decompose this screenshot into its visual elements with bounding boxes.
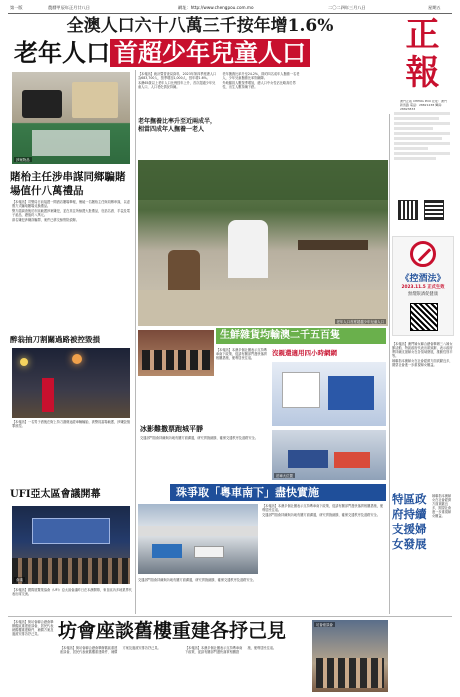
main-headline	[14, 38, 384, 68]
center-article	[216, 348, 268, 422]
product-photo	[272, 362, 386, 426]
buildings-headline[interactable]: 坊會座談舊樓重建各抒己見	[58, 620, 287, 642]
seized-goods-photo	[12, 72, 130, 164]
date: 二〇二四年三月八日	[328, 5, 366, 10]
side-article-2	[432, 494, 454, 628]
main-headline-part2: 首超少年兒童人口	[110, 39, 310, 67]
no-alcohol-icon	[410, 241, 436, 267]
street-night-photo	[12, 348, 130, 418]
main-paragraph: 外地僱員人數按季增加，總人口中女性佔比略高於男性，出生人數持續下跌。	[222, 80, 296, 89]
top-kicker: 全澳人口六十八萬三千按年增1.6%	[66, 16, 334, 36]
guangdong-article-left	[138, 578, 258, 612]
main-paragraph: 本澳65歲以上老年人口比例按年上升，首次超過少年兒童人口，人口老化情況持續。	[138, 80, 216, 89]
masthead-info: 澳門正報 CHENG POU 社址：澳門新馬路 電話：28821238 傳真：28823833	[400, 100, 448, 111]
side-article	[392, 342, 454, 490]
qr-code-web-icon[interactable]	[424, 200, 444, 220]
ufi-caption: 會議	[16, 578, 23, 582]
seized-goods-caption: 涉案物品	[16, 158, 30, 162]
ufi-article	[12, 588, 132, 618]
district-meeting-photo	[312, 620, 388, 692]
center-paragraph: 交通部門指會持續與內地有關方面溝通，研究實施細節，確保交通秩序及道路安全。	[140, 436, 258, 440]
ad-date: 2023.11.5 正式生效	[401, 285, 445, 290]
gambling-paragraph: 兩名嫌犯涉嫌詐騙罪，案件已移交檢察院偵辦。	[12, 217, 79, 222]
gambling-paragraph: 【本報訊】司警局日前接獲一間酒店賭場舉報，懷疑一名賭枱主任與同鄉串謀，以虛假方式騙取賭場兌換禮品。	[12, 200, 130, 209]
buildings-paragraph: 【本報訊】街坊會聯合總會舉辦舊區重建座談會，居民代表就舊樓重建條件、補償方案及過渡安排各抒己見。	[12, 620, 54, 637]
taxi-caption: 泊車大位置	[276, 474, 293, 478]
masthead-details	[394, 112, 450, 202]
newspaper-logo: 正報	[399, 16, 439, 92]
guangdong-paragraph: 交通部門指會持續與內地有關方面溝通，研究實施細節，確保交通秩序及道路安全。	[262, 512, 380, 517]
drunk-paragraph: 【本報訊】一名男子酒後在街上持刀割傷途經車輛輪胎，被警員當場截獲，涉嫌毀損罪被控。	[12, 420, 130, 429]
gambling-article	[12, 200, 132, 318]
guangdong-paragraph: 【本報訊】本澳多個社團表示支持粵車南下政策，促請有關部門盡快落實相關措施，便利居民往返。	[262, 504, 384, 513]
side-paragraph: 婦聯指本澳婦女在社會經濟方面貢獻良多，期望社會進一步重視婦女權益。	[392, 358, 453, 368]
ad-slogan: 無燈限酒促健康	[407, 292, 439, 297]
lunar-date: 農曆甲辰年正月廿八日	[48, 5, 90, 10]
aging-subheadline: 老年撫養比率升至近兩成半，相當四成年人撫養一老人	[138, 118, 217, 133]
masthead	[388, 16, 454, 112]
main-paragraph: 【本報訊】統計暨普查局資料，2023年第四季度總人口為683,700人，按季增加1,000人，按年增1.6%。	[138, 72, 217, 81]
drunk-article	[12, 420, 132, 472]
buildings-paragraph: 【本報訊】街坊會聯合總會舉辦舊區重建座談會，居民代表就舊樓重建條件、補償方案及過渡安排各抒己見。	[60, 646, 161, 655]
gambling-paragraph: 警方經調查後於市區截獲涉案嫌犯，並在其住所檢獲大批禮品，包括名酒、手袋及電子產品，總值約八萬元。	[12, 208, 130, 217]
fresh-food-headline[interactable]: 生鮮雜貨均輸澳二千五百隻	[216, 328, 386, 344]
ad-qr-icon[interactable]	[410, 303, 438, 331]
center-article-2	[140, 436, 268, 476]
trial-headline[interactable]: 沒親還適用四小時網網	[272, 349, 337, 357]
weekday: 星期五	[428, 5, 441, 10]
center-paragraph: 【本報訊】本澳多個社團表示支持粵車南下政策，促請有關部門盡快落實相關措施，便利居民往返。	[216, 348, 267, 361]
main-paragraph: 老年撫養比率升至24.2%，即約四名成年人撫養一名老人，少年兒童撫養比率則續降。	[222, 72, 300, 81]
bottom-article-left	[12, 620, 56, 692]
buildings-article	[60, 646, 306, 692]
ufi-headline[interactable]: UFI亞太區會議開幕	[10, 489, 101, 500]
ad-title: 《控酒法》	[400, 274, 446, 284]
site-url[interactable]: 網址：http://www.chengpou.com.mo	[178, 5, 254, 10]
elderly-plaza-photo	[138, 160, 388, 326]
page-number: 第一版	[10, 5, 23, 10]
side-paragraph: 婦聯指本澳婦女在社會經濟方面貢獻良多，期望社會進一步重視婦女權益。	[432, 494, 452, 519]
guangdong-article	[262, 504, 386, 610]
alcohol-law-ad[interactable]	[392, 236, 454, 336]
ufi-conference-photo	[12, 506, 130, 584]
guangdong-paragraph: 交通部門指會持續與內地有關方面溝通，研究實施細節，確保交通秩序及道路安全。	[138, 578, 256, 582]
gambling-headline[interactable]: 賭枱主任涉串謀同鄉騙賭場值什八萬禮品	[10, 171, 126, 197]
meeting-photo	[138, 330, 214, 376]
header-bar	[8, 3, 452, 12]
side-paragraph: 【本報訊】澳門婦女聯合總會舉辦三八婦女節活動，特區政府代表出席致辭，表示政府將持續支援婦女在各領域發展，推動性別平等。	[392, 342, 453, 359]
main-headline-part1: 老年人口	[14, 39, 110, 67]
side-policy-headline[interactable]: 特區政府持續支援婦女發展	[392, 492, 427, 551]
district-meeting-caption: 坊會座談會	[316, 623, 333, 627]
border-checkpoint-photo	[138, 504, 258, 574]
main-article	[138, 72, 386, 152]
taxi-photo	[272, 430, 386, 480]
drunk-headline[interactable]: 醉翁抽刀割關過路被控毀損	[10, 335, 100, 344]
ufi-paragraph: 【本報訊】國際展覽業協會（UFI）亞太區會議昨日在本澳開幕，來自區內多地業界代表出席交流。	[12, 588, 132, 597]
qr-code-wechat-icon[interactable]	[398, 200, 418, 220]
guangdong-headline[interactable]: 珠爭取「粵車南下」盡快實施	[170, 484, 386, 501]
elderly-caption: 老年人口首度超越少年兒童人口	[336, 320, 384, 324]
spring-headline[interactable]: 冰影難撒票跑城平靜	[140, 425, 203, 433]
buildings-paragraph: 【本報訊】本澳多個社團表示支持粵車南下政策，促請有關部門盡快落實相關措施，便利居民往返。	[185, 646, 277, 655]
